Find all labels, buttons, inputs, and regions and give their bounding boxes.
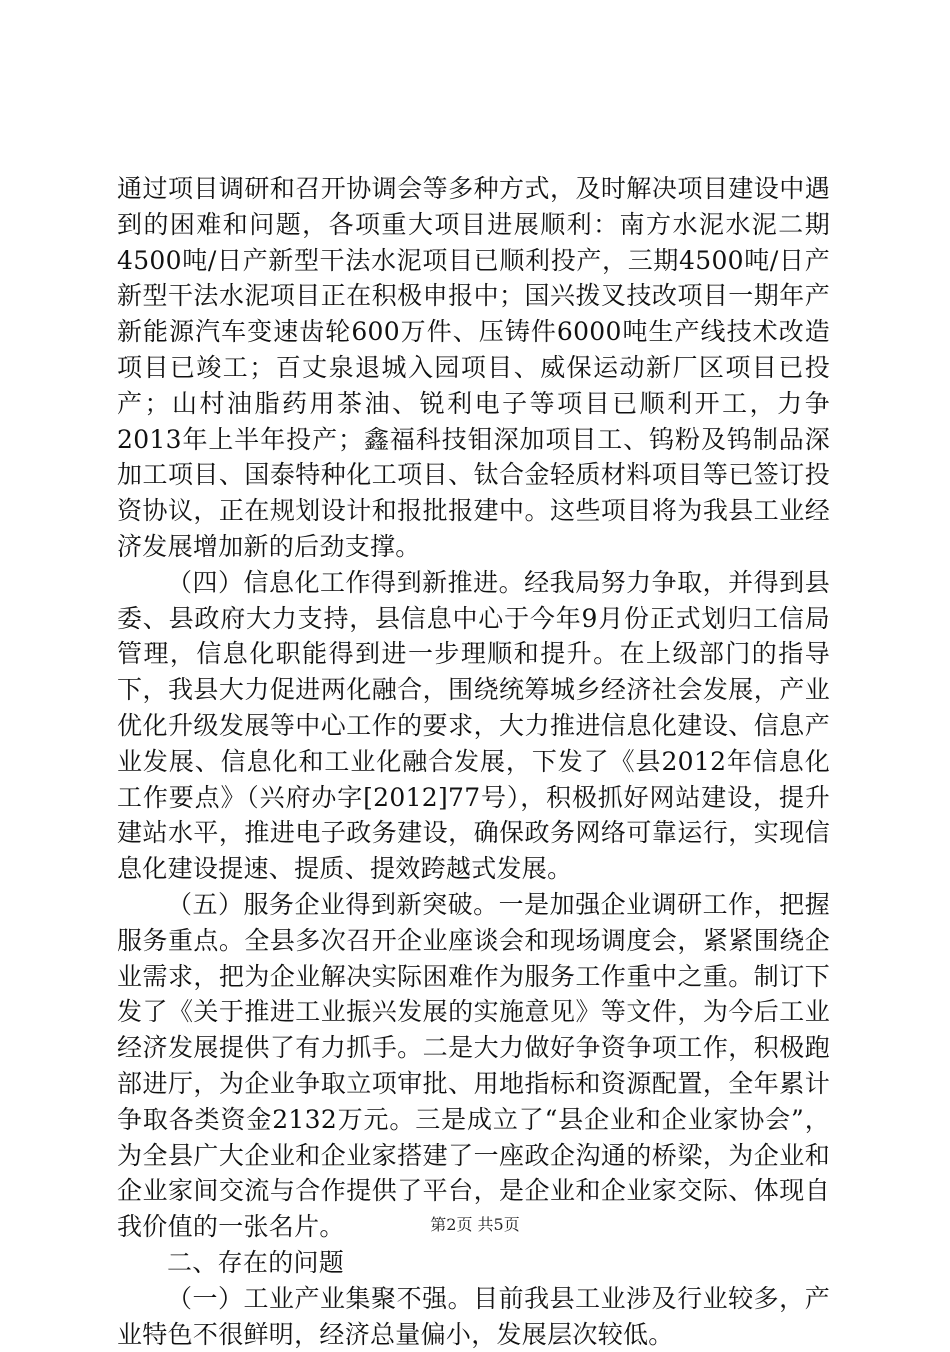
paragraph-industry-cluster: （一）工业产业集聚不强。目前我县工业涉及行业较多，产业特色不很鲜明，经济总量偏小，发展层次较低。	[117, 1283, 830, 1349]
paragraph-project-progress: 通过项目调研和召开协调会等多种方式，及时解决项目建设中遇到的困难和问题，各项重大项目进展顺利：南方水泥水泥二期4500吨/日产新型干法水泥项目已顺利投产，三期4500吨/日产新型干法水泥项目正在积极申报中；国兴拨叉技改项目一期年产新能源汽车变速齿轮600万件、压铸件6000吨生产线技术改造项目已竣工；百丈泉退城入园项目、威保运动新厂区项目已投产；山村油脂药用茶油、锐利电子等项目已顺利开工，力争2013年上半年投产；鑫福科技钼深加项目工、钨粉及钨制品深加工项目、国泰特种化工项目、钛合金轻质材料项目等已签订投资协议，正在规划设计和报批报建中。这些项目将为我县工业经济发展增加新的后劲支撑。	[117, 174, 830, 561]
paragraph-informatization: （四）信息化工作得到新推进。经我局努力争取，并得到县委、县政府大力支持，县信息中心于今年9月份正式划归工信局管理，信息化职能得到进一步理顺和提升。在上级部门的指导下，我县大力促进两化融合，围绕统筹城乡经济社会发展，产业优化升级发展等中心工作的要求，大力推进信息化建设、信息产业发展、信息化和工业化融合发展，下发了《县2012年信息化工作要点》（兴府办字[2012]77号），积极抓好网站建设，提升建站水平，推进电子政务建设，确保政务网络可靠运行，实现信息化建设提速、提质、提效跨越式发展。	[117, 567, 830, 884]
page-footer	[0, 1212, 950, 1235]
body-text	[117, 171, 830, 1352]
section-heading-problems: 二、存在的问题	[167, 1247, 345, 1277]
page-number: 第2页 共5页	[430, 1215, 520, 1234]
paragraph-enterprise-service: （五）服务企业得到新突破。一是加强企业调研工作，把握服务重点。全县多次召开企业座谈会和现场调度会，紧紧围绕企业需求，把为企业解决实际困难作为服务工作重中之重。制订下发了《关于推进工业振兴发展的实施意见》等文件，为今后工业经济发展提供了有力抓手。二是大力做好争资争项工作，积极跑部进厅，为企业争取立项审批、用地指标和资源配置，全年累计争取各类资金2132万元。三是成立了“县企业和企业家协会”，为全县广大企业和企业家搭建了一座政企沟通的桥梁，为企业和企业家间交流与合作提供了平台，是企业和企业家交际、体现自我价值的一张名片。	[117, 889, 830, 1242]
